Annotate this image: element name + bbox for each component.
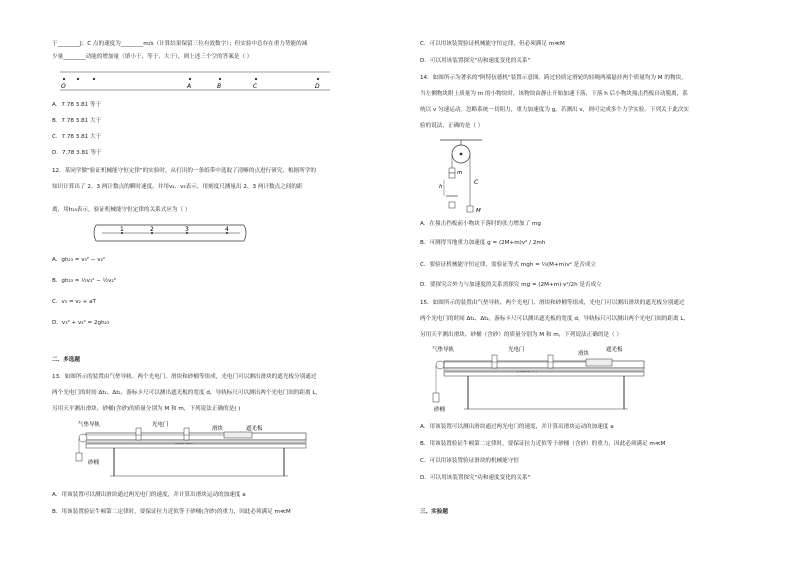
tape-point-label: A (187, 83, 192, 90)
label-c: C (474, 179, 479, 186)
small-block-m (449, 168, 455, 173)
q15-text-line1: 15．如图所示的装置由气垫导轨、两个光电门、滑块和砂桶等组成，光电门可以测出滑块的遮光板分别通过 (420, 300, 685, 306)
q15-text-line3: 另用天平测出滑块、砂桶（含砂）的质量分别为 M 和 m，下列说法正确的是（ ） (420, 332, 622, 338)
q11-option-c: C．7.78 3.81 大于 (52, 134, 102, 140)
q12-option-b: B．gh₂₃ = ½v₃² − ½v₂² (52, 278, 116, 284)
label-air-track: 气垫导轨 (432, 347, 455, 353)
q14-option-d: D．要探究合外力与加速度的关系需探究 mg = (2M+m)·v²/2h 是否成立 (420, 282, 602, 288)
q11-option-a: A．7.78 3.81 等于 (52, 102, 102, 108)
q11-text-line2: 少量________动能的增加量（填小于、等于、大于），则上述三个空的答案是（ ） (52, 54, 253, 60)
label-photogate: 光电门 (152, 422, 169, 428)
slider-block (586, 359, 612, 366)
q11-option-d: D．7.78 3.81 等于 (52, 150, 102, 156)
q15-option-a: A．用该装置可以测出滑块通过两光电门的速度，并计算出滑块运动的加速度 a (420, 424, 614, 430)
right-column (420, 0, 790, 562)
q12-text-line2: 知识计算出了 2、3 两计数点的瞬时速度，并用v₂、v₃表示，用刻度尺测量出 2、3 两计数点之间的距 (52, 184, 303, 190)
q13-text-line2: 两个光电门的时间 Δt₁、Δt₂，游标卡尺可以测出遮光板的宽度 d，导轨标尺可以测出两个光电门间的距离 L， (52, 390, 322, 396)
label-air-track: 气垫导轨 (78, 422, 101, 428)
section-multiple-choice: 二、多选题 (52, 357, 80, 363)
label-bucket: 砂桶 (434, 407, 446, 413)
q14-option-b: B．可测得当地重力加速度 g = (2M+m)v² / 2mh (420, 240, 546, 246)
q13-text-line3: 另用天平测出滑块、砂桶(含砂)的质量分别为 M 和 m，下列说法正确的是( ) (52, 406, 241, 412)
label-shade: 遮光板 (606, 347, 623, 353)
slider-block (224, 432, 252, 438)
sand-bucket (433, 393, 439, 402)
photogate-2 (548, 355, 553, 368)
q13-option-c: C．可以用该装置验证机械能守恒定律，但必须满足 m≪M (420, 41, 565, 47)
q14-text-line1: 14．如图所示为著名的"阿特伍德机"装置示意图。跨过轻质定滑轮的轻绳两端悬挂两个质量均为 M 的物块， (420, 75, 687, 81)
q11-tape-figure (60, 68, 330, 94)
photogate-1 (136, 428, 141, 440)
q13-option-b: B．用该装置验证牛顿第二定律时，要保证拉力近似等于砂桶(含砂)的重力，因此必须满足 m≪M (52, 509, 291, 515)
q12-option-a: A．gh₂₃ = v₃² − v₂² (52, 257, 106, 263)
label-slider: 滑块 (578, 351, 590, 357)
q11-text-line1: 于________J；C 点的速度为________m/s（计算结果保留三位有效数字）；但实验中总存在重力势能的减 (52, 41, 308, 47)
q15-option-b: B．用该装置验证牛顿第二定律时，要保证拉力近似等于砂桶（含砂）的重力，因此必须满足 m≪M (420, 441, 666, 447)
label-bucket: 砂桶 (88, 460, 100, 466)
label-m: m (457, 170, 463, 176)
q12-option-c: C．v₃ = v₂ + aT (52, 299, 96, 305)
sand-bucket (76, 453, 82, 461)
label-shade: 遮光板 (246, 426, 263, 432)
q11-option-b: B．7.78 3.81 大于 (52, 118, 102, 124)
q13-text-line1: 13．如图所示的装置由气垫导轨、两个光电门、滑块和砂桶等组成，光电门可以测出滑块的遮光板分别通过 (52, 374, 317, 380)
q12-text-line3: 离，用h₂₃表示，验证机械能守恒定律的关系式应为（ ） (52, 207, 191, 213)
tape-point-label: O (61, 83, 66, 90)
q13-option-d: D．可以用该装置探究"功和速度变化的关系" (420, 58, 531, 64)
q14-atwood-machine-figure (434, 138, 504, 218)
q15-text-line2: 两个光电门的时间 Δt₁、Δt₂，游标卡尺可以测出遮光板的宽度 d，导轨标尺可以测出两个光电门间的距离 L， (420, 316, 690, 322)
block-M (467, 206, 473, 212)
tape-count-label: 2 (150, 226, 154, 233)
label-M: M (476, 208, 481, 214)
tape-count-label: 3 (185, 226, 189, 233)
q14-text-line2: 当左侧物块附上质量为 m 的小物块时，该物块由静止开始加速下落，下落 h 后小物块撞击挡板自动脱离，系 (420, 91, 688, 97)
q13-option-a: A．用该装置可以测出滑块通过两光电门的速度，并计算出滑块运动的加速度 a (52, 492, 246, 498)
tape-point-label: B (217, 83, 222, 90)
q14-text-line3: 统以 v 匀速运动。忽略系统一切阻力，重力加速度为 g。若测出 v，则可完成多个力学实验。下列关于此次实 (420, 107, 690, 113)
label-slider: 滑块 (212, 426, 224, 432)
tape-count-label: 4 (225, 226, 229, 233)
q15-option-c: C．可以用该装置验证滑块的机械能守恒 (420, 458, 520, 464)
photogate-2 (184, 428, 189, 440)
q12-text-line1: 12．某同学做"验证机械能守恒定律"的实验时，从打出的一条纸带中选取了清晰的点进行研究，根据所学的 (52, 168, 316, 174)
left-column (52, 0, 422, 562)
section-experiment: 三、实验题 (420, 509, 448, 515)
tape-point-label: D (315, 83, 320, 90)
tape-point-label: C (253, 83, 258, 90)
label-photogate: 光电门 (508, 347, 525, 353)
q14-option-a: A．在撞击挡板前小物块下落时的张力增加了 mg (420, 221, 541, 227)
q12-option-d: D．v₃² + v₂² = 2gh₂₃ (52, 320, 110, 326)
q14-option-c: C．要验证机械能守恒定律，需验证等式 mgh = ½(M+m)v² 是否成立 (420, 262, 597, 268)
q13-air-track-figure (74, 418, 324, 480)
tape-count-label: 1 (120, 226, 124, 233)
q15-air-track-figure (428, 343, 658, 413)
label-h: h (439, 184, 443, 190)
q15-option-d: D．可以用该装置探究"功和速度变化的关系" (420, 475, 531, 481)
q12-tape-figure (92, 222, 252, 244)
q14-text-line4: 验的说法，正确的是（ ） (420, 123, 484, 129)
photogate-1 (492, 355, 497, 368)
air-track (86, 433, 306, 440)
